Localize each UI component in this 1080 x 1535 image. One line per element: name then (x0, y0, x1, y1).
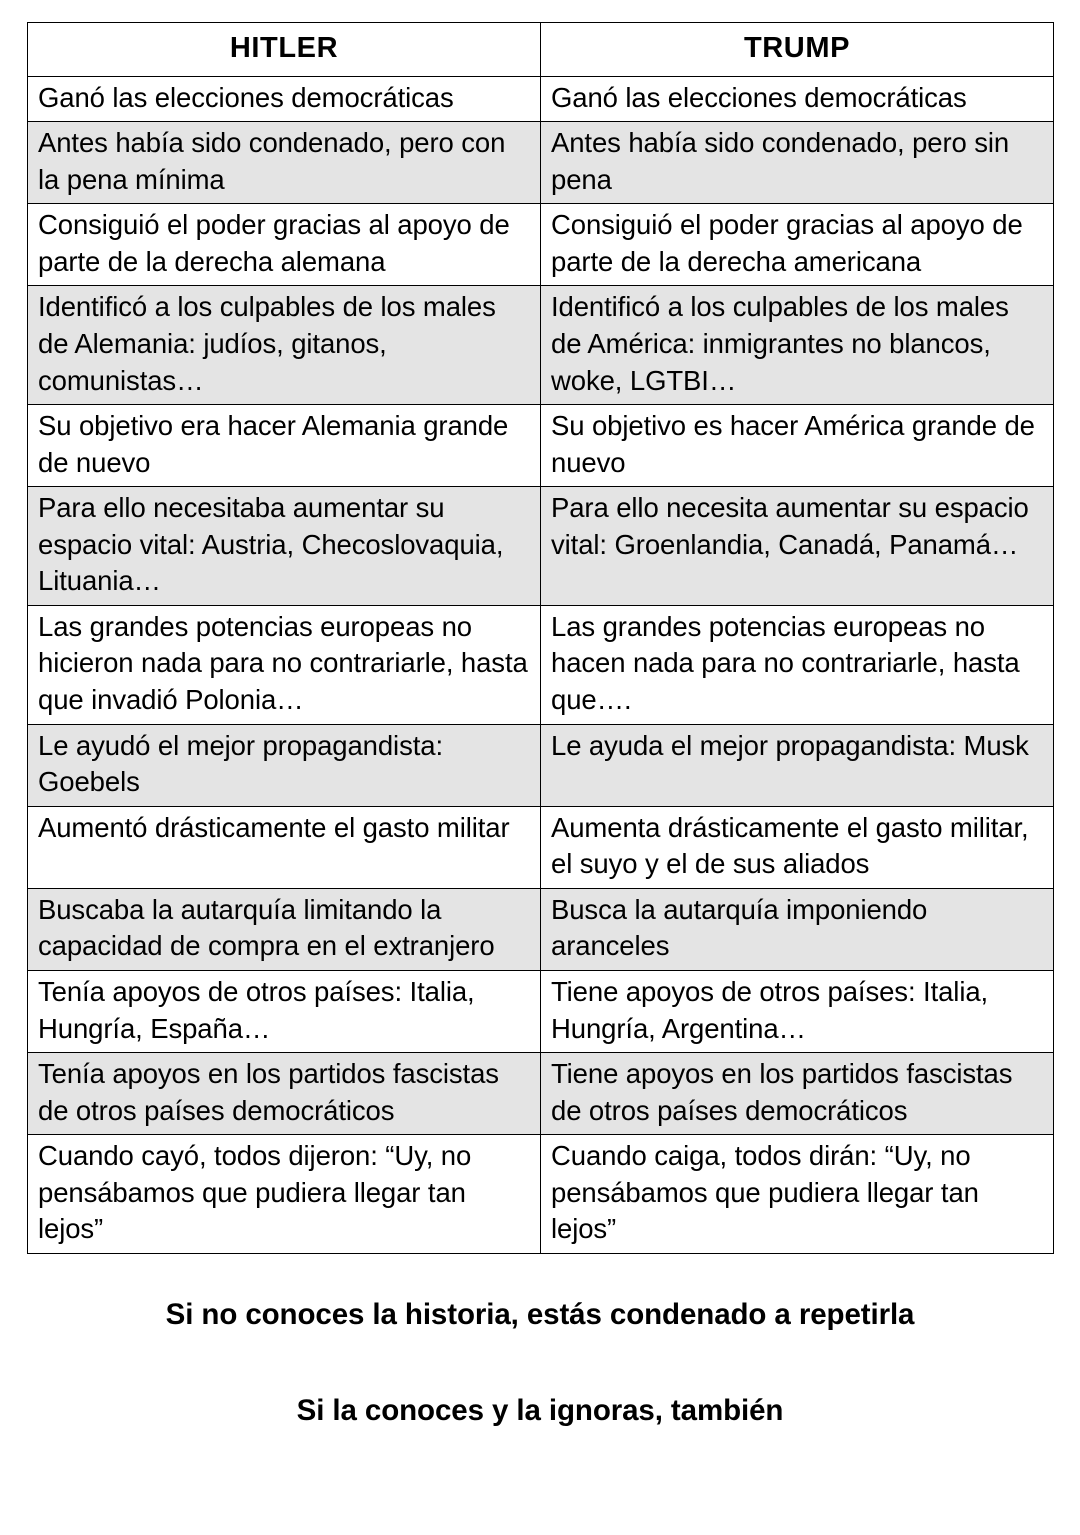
cell-trump: Tiene apoyos de otros países: Italia, Hungría, Argentina… (541, 970, 1054, 1052)
cell-trump: Identificó a los culpables de los males de América: inmigrantes no blancos, woke, LGTBI… (541, 286, 1054, 405)
column-header-hitler: HITLER (28, 23, 541, 77)
table-row (28, 286, 1054, 405)
table-row (28, 724, 1054, 806)
table-row (28, 605, 1054, 724)
cell-hitler: Consiguió el poder gracias al apoyo de parte de la derecha alemana (28, 204, 541, 286)
cell-trump: Busca la autarquía imponiendo aranceles (541, 888, 1054, 970)
cell-trump: Tiene apoyos en los partidos fascistas de otros países democráticos (541, 1053, 1054, 1135)
cell-trump: Cuando caiga, todos dirán: “Uy, no pensábamos que pudiera llegar tan lejos” (541, 1135, 1054, 1254)
table-body (28, 76, 1054, 1253)
table-row (28, 76, 1054, 122)
cell-hitler: Su objetivo era hacer Alemania grande de nuevo (28, 405, 541, 487)
cell-trump: Le ayuda el mejor propagandista: Musk (541, 724, 1054, 806)
comparison-table (27, 22, 1054, 1254)
table-row (28, 1053, 1054, 1135)
cell-hitler: Para ello necesitaba aumentar su espacio vital: Austria, Checoslovaquia, Lituania… (28, 487, 541, 606)
cell-hitler: Tenía apoyos en los partidos fascistas de otros países democráticos (28, 1053, 541, 1135)
table-row (28, 970, 1054, 1052)
cell-hitler: Antes había sido condenado, pero con la pena mínima (28, 122, 541, 204)
cell-hitler: Cuando cayó, todos dijeron: “Uy, no pensábamos que pudiera llegar tan lejos” (28, 1135, 541, 1254)
cell-hitler: Ganó las elecciones democráticas (28, 76, 541, 122)
cell-trump: Aumenta drásticamente el gasto militar, el suyo y el de sus aliados (541, 806, 1054, 888)
footer-line-1: Si no conoces la historia, estás condenado a repetirla (165, 1297, 915, 1331)
table-row (28, 487, 1054, 606)
table-header-row (28, 23, 1054, 77)
cell-hitler: Las grandes potencias europeas no hicieron nada para no contrariarle, hasta que invadió Polonia… (28, 605, 541, 724)
table-row (28, 888, 1054, 970)
cell-hitler: Le ayudó el mejor propagandista: Goebels (28, 724, 541, 806)
cell-hitler: Identificó a los culpables de los males de Alemania: judíos, gitanos, comunistas… (28, 286, 541, 405)
footer-line-2: Si la conoces y la ignoras, también (296, 1393, 784, 1427)
cell-trump: Para ello necesita aumentar su espacio vital: Groenlandia, Canadá, Panamá… (541, 487, 1054, 606)
table-row (28, 1135, 1054, 1254)
cell-trump: Consiguió el poder gracias al apoyo de parte de la derecha americana (541, 204, 1054, 286)
cell-hitler: Tenía apoyos de otros países: Italia, Hungría, España… (28, 970, 541, 1052)
table-row (28, 806, 1054, 888)
cell-trump: Ganó las elecciones democráticas (541, 76, 1054, 122)
table-row (28, 405, 1054, 487)
column-header-trump: TRUMP (541, 23, 1054, 77)
table-header (28, 23, 1054, 77)
table-row (28, 122, 1054, 204)
footer-text (27, 1298, 1053, 1428)
cell-hitler: Buscaba la autarquía limitando la capacidad de compra en el extranjero (28, 888, 541, 970)
cell-trump: Las grandes potencias europeas no hacen nada para no contrariarle, hasta que…. (541, 605, 1054, 724)
table-row (28, 204, 1054, 286)
cell-trump: Antes había sido condenado, pero sin pena (541, 122, 1054, 204)
cell-hitler: Aumentó drásticamente el gasto militar (28, 806, 541, 888)
cell-trump: Su objetivo es hacer América grande de nuevo (541, 405, 1054, 487)
